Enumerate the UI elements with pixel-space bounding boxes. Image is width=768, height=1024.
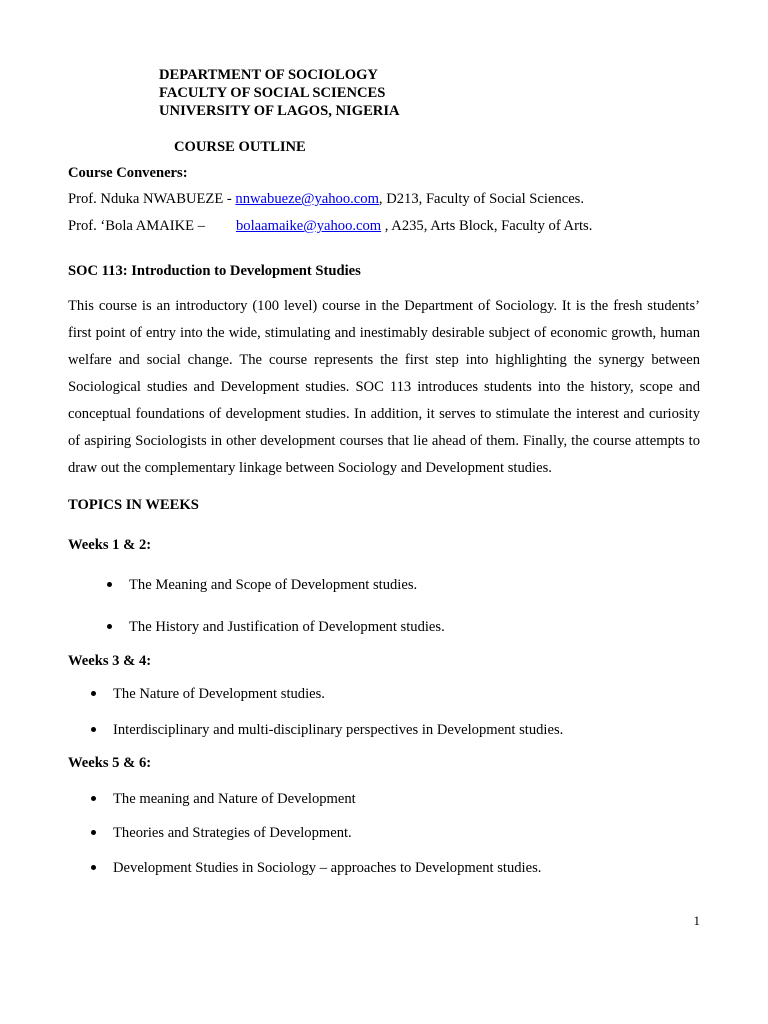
bullet-icon bbox=[91, 865, 96, 870]
convener-email-link[interactable]: bolaamaike@yahoo.com bbox=[236, 218, 382, 234]
header-department: DEPARTMENT OF SOCIOLOGY bbox=[159, 67, 378, 83]
bullet-icon bbox=[91, 830, 96, 835]
convener-office: , D213, Faculty of Social Sciences. bbox=[378, 191, 585, 207]
week-label: Weeks 5 & 6: bbox=[68, 755, 152, 771]
header-faculty: FACULTY OF SOCIAL SCIENCES bbox=[159, 85, 386, 101]
page-number: 1 bbox=[693, 913, 700, 928]
convener-email-link[interactable]: nnwabueze@yahoo.com bbox=[235, 191, 379, 207]
course-outline-title: COURSE OUTLINE bbox=[174, 139, 306, 155]
bullet-icon bbox=[107, 582, 112, 587]
bullet-icon bbox=[107, 624, 112, 629]
course-description: This course is an introductory (100 level) course in the Department of Sociology. It is the fresh students’ first point of entry into the wide, stimulating and inestimably desirable subject of economic growth, human welfare and social change. The course represents the first step into highlighting the synergy between Sociological studies and Development studies. SOC 113 introduces students into the history, scope and conceptual foundations of development studies. In addition, it serves to stimulate the interest and curiosity of aspiring Sociologists in other development courses that lie ahead of them. Finally, the course attempts to draw out the complementary linkage between Sociology and Development studies. bbox=[68, 298, 700, 476]
week-label: Weeks 3 & 4: bbox=[68, 653, 152, 669]
bullet-icon bbox=[91, 727, 96, 732]
convener-office: , A235, Arts Block, Faculty of Arts. bbox=[381, 218, 593, 234]
topic-item: The Nature of Development studies. bbox=[113, 686, 325, 702]
convener-row-2-contact bbox=[236, 217, 592, 235]
topic-item: Development Studies in Sociology – approaches to Development studies. bbox=[113, 860, 542, 876]
convener-row-2 bbox=[68, 217, 205, 235]
convener-name: Prof. ‘Bola AMAIKE – bbox=[68, 218, 206, 234]
bullet-icon bbox=[91, 691, 96, 696]
convener-row-1 bbox=[68, 190, 584, 208]
header-university: UNIVERSITY OF LAGOS, NIGERIA bbox=[159, 103, 400, 119]
topic-item: The Meaning and Scope of Development studies. bbox=[129, 577, 418, 593]
convener-name: Prof. Nduka NWABUEZE - bbox=[68, 191, 236, 207]
topic-item: The History and Justification of Development studies. bbox=[129, 619, 445, 635]
week-label: Weeks 1 & 2: bbox=[68, 537, 152, 553]
course-title: SOC 113: Introduction to Development Studies bbox=[68, 263, 361, 279]
topic-item: The meaning and Nature of Development bbox=[113, 791, 356, 807]
bullet-icon bbox=[91, 796, 96, 801]
topic-item: Interdisciplinary and multi-disciplinary perspectives in Development studies. bbox=[113, 722, 564, 738]
conveners-label: Course Conveners: bbox=[68, 165, 188, 181]
topic-item: Theories and Strategies of Development. bbox=[113, 825, 352, 841]
topics-heading: TOPICS IN WEEKS bbox=[68, 497, 199, 513]
